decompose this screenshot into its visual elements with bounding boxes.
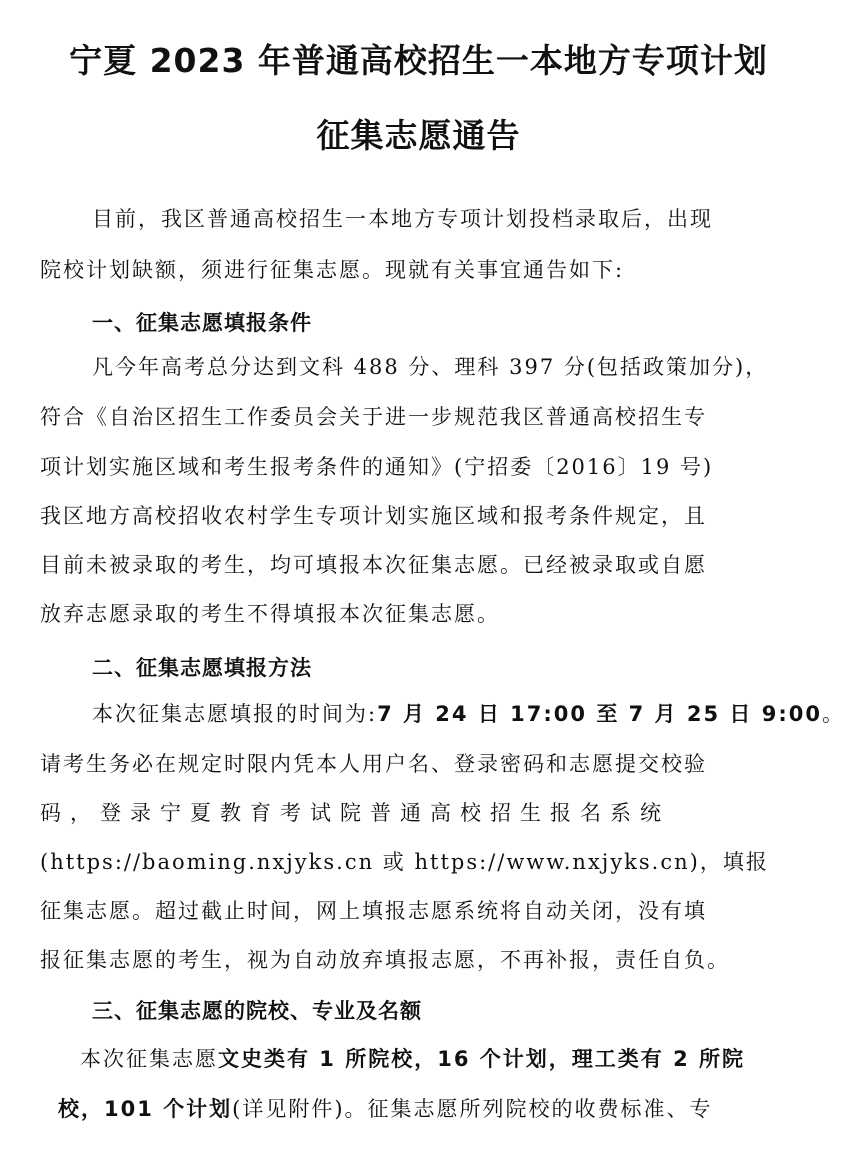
section-3-line-1 — [80, 1045, 810, 1073]
section-2-line-1 — [92, 700, 845, 728]
section-2-heading: 二、征集志愿填报方法 — [92, 656, 312, 680]
plan-counts-cont: 校，101 个计划 — [58, 1097, 233, 1121]
section-2-line-2: 请考生务必在规定时限内凭本人用户名、登录密码和志愿提交校验 — [40, 752, 707, 776]
section-3-heading: 三、征集志愿的院校、专业及名额 — [92, 999, 422, 1023]
document-title-line-1: 宁夏 2023 年普通高校招生一本地方专项计划 — [69, 41, 768, 80]
section-2-line-3: 码，登录宁夏教育考试院普通高校招生报名系统 — [40, 801, 670, 825]
period-mark: 。 — [821, 702, 845, 726]
plan-intro: 本次征集志愿 — [80, 1047, 218, 1071]
section-1-line-3: 项计划实施区域和考生报考条件的通知》(宁招委〔2016〕19 号) — [40, 455, 714, 479]
section-2-line-5: 征集志愿。超过截止时间，网上填报志愿系统将自动关闭，没有填 — [40, 899, 707, 923]
section-3-line-2 — [58, 1095, 788, 1123]
section-1-line-6: 放弃志愿录取的考生不得填报本次征集志愿。 — [40, 602, 500, 626]
section-2-line-6: 报征集志愿的考生，视为自动放弃填报志愿，不再补报，责任自负。 — [40, 948, 730, 972]
plan-counts: 文史类有 1 所院校，16 个计划，理工类有 2 所院 — [218, 1047, 746, 1071]
document-title-line-2: 征集志愿通告 — [316, 116, 521, 155]
section-1-heading: 一、征集志愿填报条件 — [92, 311, 312, 335]
section-1-line-1: 凡今年高考总分达到文科 488 分、理科 397 分(包括政策加分)， — [92, 355, 769, 379]
intro-line-2: 院校计划缺额，须进行征集志愿。现就有关事宜通告如下: — [40, 258, 625, 282]
time-label: 本次征集志愿填报的时间为: — [92, 702, 378, 726]
intro-line-1: 目前，我区普通高校招生一本地方专项计划投档录取后，出现 — [92, 207, 713, 231]
section-2-line-4-urls: (https://baoming.nxjyks.cn 或 https://www.nxjyks.cn)，填报 — [40, 850, 769, 874]
section-1-line-4: 我区地方高校招收农村学生专项计划实施区域和报考条件规定，且 — [40, 504, 707, 528]
section-1-line-2: 符合《自治区招生工作委员会关于进一步规范我区普通高校招生专 — [40, 405, 707, 429]
plan-note: (详见附件)。征集志愿所列院校的收费标准、专 — [232, 1097, 713, 1121]
section-1-line-5: 目前未被录取的考生，均可填报本次征集志愿。已经被录取或自愿 — [40, 553, 707, 577]
deadline-time: 7 月 24 日 17:00 至 7 月 25 日 9:00 — [377, 702, 822, 726]
